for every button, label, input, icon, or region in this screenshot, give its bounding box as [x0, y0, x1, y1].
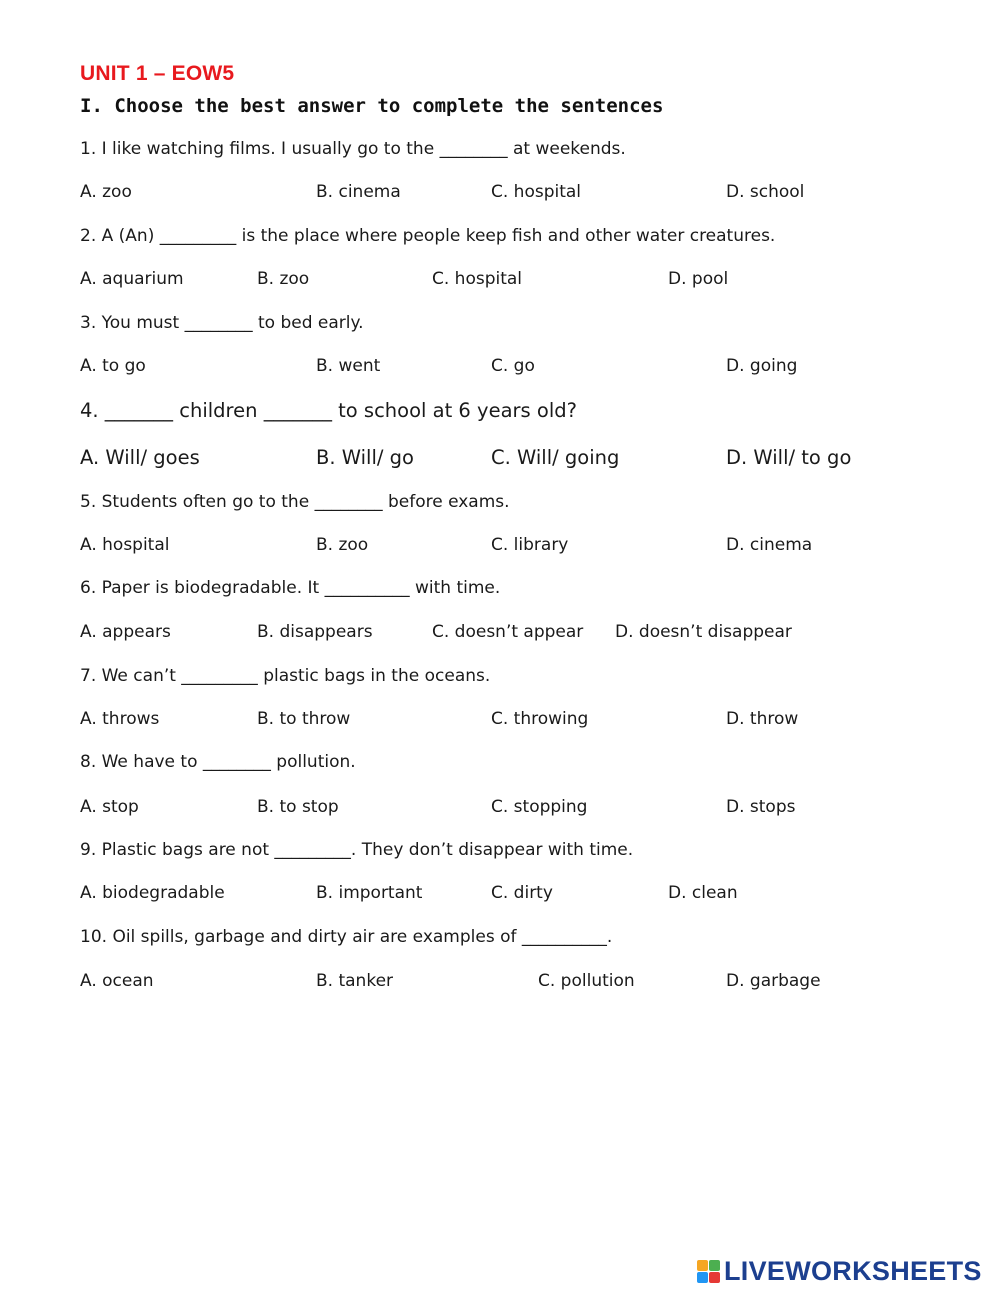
question-5: 5. Students often go to the ________ before exams.	[80, 492, 510, 512]
q6-option-d[interactable]: D. doesn’t disappear	[615, 622, 792, 642]
q5-option-b[interactable]: B. zoo	[316, 535, 369, 555]
q2-option-a[interactable]: A. aquarium	[80, 269, 184, 289]
q9-option-b[interactable]: B. important	[316, 883, 423, 903]
logo-block	[697, 1260, 708, 1271]
question-8: 8. We have to ________ pollution.	[80, 752, 356, 772]
q10-option-b[interactable]: B. tanker	[316, 971, 394, 991]
question-2: 2. A (An) _________ is the place where people keep fish and other water creatures.	[80, 226, 776, 246]
q8-option-c[interactable]: C. stopping	[491, 797, 588, 817]
q10-option-d[interactable]: D. garbage	[726, 971, 821, 991]
q5-option-a[interactable]: A. hospital	[80, 535, 170, 555]
liveworksheets-logo	[697, 1254, 982, 1288]
q1-option-d[interactable]: D. school	[726, 182, 805, 202]
question-4: 4. _______ children _______ to school at 6 years old?	[80, 399, 577, 422]
q7-option-d[interactable]: D. throw	[726, 709, 799, 729]
q7-option-a[interactable]: A. throws	[80, 709, 160, 729]
question-1: 1. I like watching films. I usually go to the ________ at weekends.	[80, 139, 626, 159]
question-3: 3. You must ________ to bed early.	[80, 313, 364, 333]
q3-option-a[interactable]: A. to go	[80, 356, 146, 376]
q9-option-c[interactable]: C. dirty	[491, 883, 553, 903]
q4-option-d[interactable]: D. Will/ to go	[726, 446, 852, 469]
q2-option-c[interactable]: C. hospital	[432, 269, 523, 289]
q1-option-c[interactable]: C. hospital	[491, 182, 582, 202]
q7-option-c[interactable]: C. throwing	[491, 709, 589, 729]
q8-option-d[interactable]: D. stops	[726, 797, 796, 817]
q6-option-b[interactable]: B. disappears	[257, 622, 373, 642]
question-9: 9. Plastic bags are not _________. They don’t disappear with time.	[80, 840, 634, 860]
q4-option-c[interactable]: C. Will/ going	[491, 446, 620, 469]
question-10: 10. Oil spills, garbage and dirty air are examples of __________.	[80, 927, 613, 947]
q2-option-b[interactable]: B. zoo	[257, 269, 310, 289]
q4-option-b[interactable]: B. Will/ go	[316, 446, 414, 469]
q3-option-c[interactable]: C. go	[491, 356, 535, 376]
section-heading: I. Choose the best answer to complete the sentences	[80, 95, 664, 117]
q4-option-a[interactable]: A. Will/ goes	[80, 446, 200, 469]
logo-block	[709, 1272, 720, 1283]
q9-option-a[interactable]: A. biodegradable	[80, 883, 225, 903]
logo-text: LIVEWORKSHEETS	[724, 1255, 982, 1286]
logo-block	[697, 1272, 708, 1283]
worksheet-title: UNIT 1 – EOW5	[80, 62, 235, 85]
q3-option-d[interactable]: D. going	[726, 356, 798, 376]
q8-option-b[interactable]: B. to stop	[257, 797, 339, 817]
q1-option-a[interactable]: A. zoo	[80, 182, 132, 202]
q7-option-b[interactable]: B. to throw	[257, 709, 351, 729]
q10-option-a[interactable]: A. ocean	[80, 971, 154, 991]
q2-option-d[interactable]: D. pool	[668, 269, 729, 289]
q9-option-d[interactable]: D. clean	[668, 883, 738, 903]
logo-block	[709, 1260, 720, 1271]
q3-option-b[interactable]: B. went	[316, 356, 381, 376]
q6-option-a[interactable]: A. appears	[80, 622, 171, 642]
question-6: 6. Paper is biodegradable. It __________ with time.	[80, 578, 501, 598]
q5-option-d[interactable]: D. cinema	[726, 535, 813, 555]
q10-option-c[interactable]: C. pollution	[538, 971, 635, 991]
logo-blocks-icon	[697, 1260, 720, 1283]
q8-option-a[interactable]: A. stop	[80, 797, 139, 817]
q5-option-c[interactable]: C. library	[491, 535, 569, 555]
q6-option-c[interactable]: C. doesn’t appear	[432, 622, 584, 642]
q1-option-b[interactable]: B. cinema	[316, 182, 401, 202]
question-7: 7. We can’t _________ plastic bags in the oceans.	[80, 666, 491, 686]
